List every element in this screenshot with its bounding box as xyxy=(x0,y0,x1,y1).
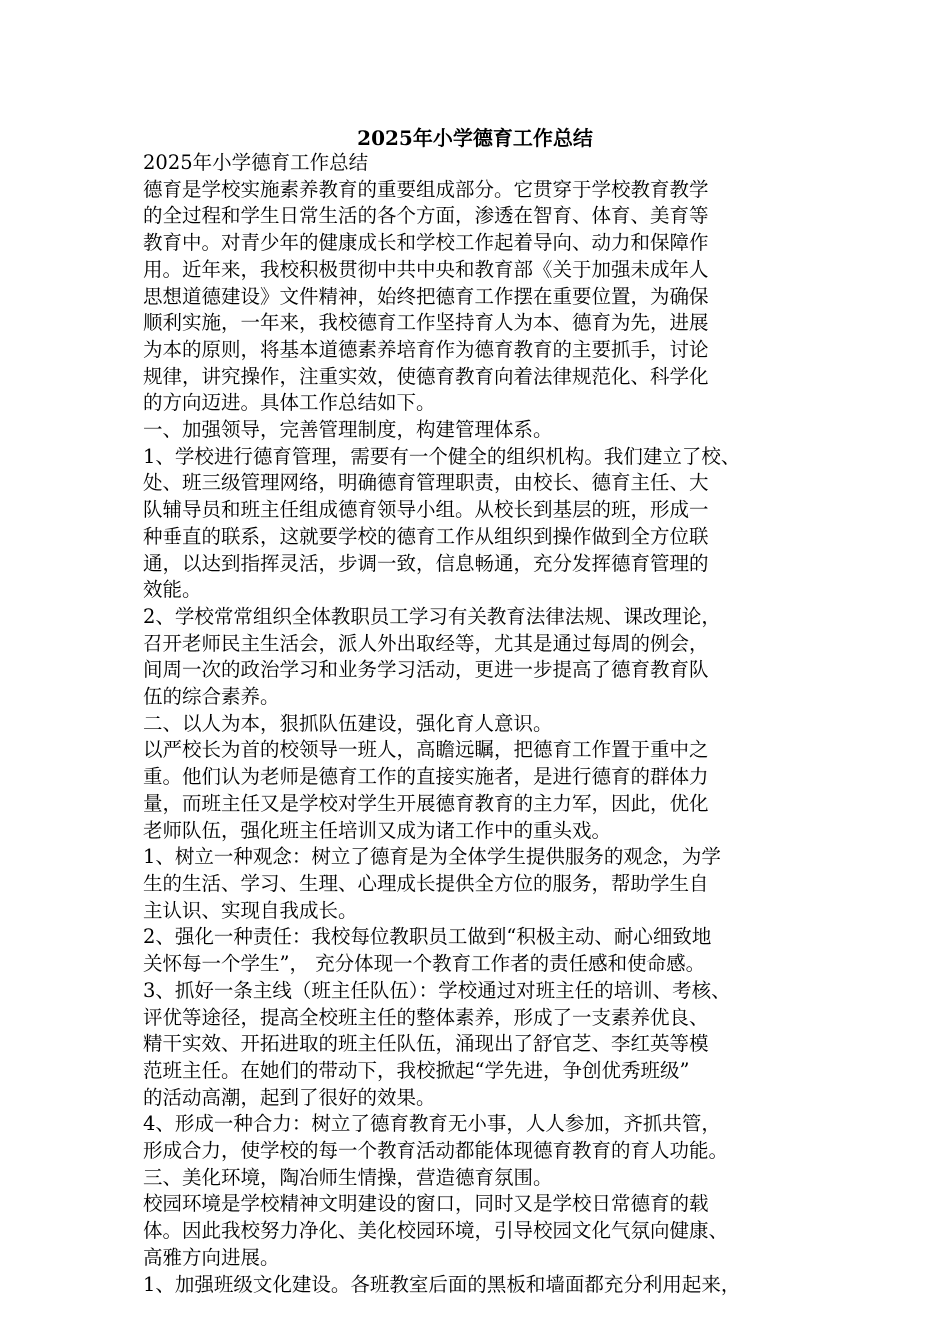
body-line: 1、学校进行德育管理，需要有一个健全的组织机构。我们建立了校、 xyxy=(143,444,741,468)
body-line: 主认识、实现自我成长。 xyxy=(143,898,358,922)
body-line: 2、学校常常组织全体教职员工学习有关教育法律法规、课改理论， xyxy=(143,604,721,628)
body-line: 2025年小学德育工作总结 xyxy=(143,151,369,174)
body-line: 重。他们认为老师是德育工作的直接实施者，是进行德育的群体力 xyxy=(143,765,709,789)
body-line: 顺利实施，一年来，我校德育工作坚持育人为本、德育为先，进展 xyxy=(143,311,709,335)
body-line: 3、抓好一条主线（班主任队伍）：学校通过对班主任的培训、考核、 xyxy=(143,978,731,1002)
body-line: 量，而班主任又是学校对学生开展德育教育的主力军，因此，优化 xyxy=(143,791,709,815)
body-line: 教育中。对青少年的健康成长和学校工作起着导向、动力和保障作 xyxy=(143,231,709,255)
body-line: 以严校长为首的校领导一班人，高瞻远瞩，把德育工作置于重中之 xyxy=(143,738,709,762)
body-line: 间周一次的政治学习和业务学习活动，更进一步提高了德育教育队 xyxy=(143,658,709,682)
body-line: 效能。 xyxy=(143,578,202,602)
body-line: 1、加强班级文化建设。各班教室后面的黑板和墙面都充分利用起来， xyxy=(143,1272,741,1296)
body-line: 为本的原则，将基本道德素养培育作为德育教育的主要抓手，讨论 xyxy=(143,337,709,361)
body-line: 校园环境是学校精神文明建设的窗口，同时又是学校日常德育的载 xyxy=(143,1192,709,1216)
body-line: 的活动高潮，起到了很好的效果。 xyxy=(143,1085,436,1109)
body-line: 种垂直的联系，这就要学校的德育工作从组织到操作做到全方位联 xyxy=(143,524,709,548)
body-line: 关怀每一个学生”， 充分体现一个教育工作者的责任感和使命感。 xyxy=(143,952,706,976)
body-line: 精干实效、开拓进取的班主任队伍，涌现出了舒官芝、李红英等模 xyxy=(143,1032,709,1056)
body-line: 高雅方向进展。 xyxy=(143,1245,280,1269)
document-body xyxy=(143,150,823,1298)
body-line: 体。因此我校努力净化、美化校园环境，引导校园文化气氛向健康、 xyxy=(143,1219,729,1243)
body-line: 生的生活、学习、生理、心理成长提供全方位的服务，帮助学生自 xyxy=(143,871,709,895)
document-title: 2025年小学德育工作总结 xyxy=(357,126,593,150)
section-heading: 三、美化环境，陶冶师生情操，营造德育氛围。 xyxy=(143,1165,553,1189)
body-line: 评优等途径，提高全校班主任的整体素养，形成了一支素养优良、 xyxy=(143,1005,709,1029)
section-heading: 一、加强领导，完善管理制度，构建管理体系。 xyxy=(143,418,553,442)
body-line: 德育是学校实施素养教育的重要组成部分。它贯穿于学校教育教学 xyxy=(143,177,709,201)
body-line: 老师队伍，强化班主任培训又成为诸工作中的重头戏。 xyxy=(143,818,612,842)
body-line: 通，以达到指挥灵活，步调一致，信息畅通，充分发挥德育管理的 xyxy=(143,551,709,575)
body-line: 形成合力，使学校的每一个教育活动都能体现德育教育的育人功能。 xyxy=(143,1139,729,1163)
body-line: 召开老师民主生活会，派人外出取经等，尤其是通过每周的例会， xyxy=(143,631,709,655)
body-line: 处、班三级管理网络，明确德育管理职责，由校长、德育主任、大 xyxy=(143,471,709,495)
body-line: 伍的综合素养。 xyxy=(143,685,280,709)
body-line: 思想道德建设》文件精神，始终把德育工作摆在重要位置，为确保 xyxy=(143,284,709,308)
body-line: 用。近年来，我校积极贯彻中共中央和教育部《关于加强未成年人 xyxy=(143,257,709,281)
body-line: 范班主任。在她们的带动下，我校掀起“学先进，争创优秀班级” xyxy=(143,1058,690,1082)
body-line: 4、形成一种合力：树立了德育教育无小事，人人参加，齐抓共管， xyxy=(143,1112,721,1136)
body-line: 队辅导员和班主任组成德育领导小组。从校长到基层的班，形成一 xyxy=(143,498,709,522)
body-line: 的全过程和学生日常生活的各个方面，渗透在智育、体育、美育等 xyxy=(143,204,709,228)
body-line: 2、强化一种责任：我校每位教职员工做到“积极主动、耐心细致地 xyxy=(143,925,712,949)
body-line: 1、树立一种观念：树立了德育是为全体学生提供服务的观念，为学 xyxy=(143,845,721,869)
body-line: 的方向迈进。具体工作总结如下。 xyxy=(143,391,436,415)
body-line: 规律，讲究操作，注重实效，使德育教育向着法律规范化、科学化 xyxy=(143,364,709,388)
section-heading: 二、以人为本，狠抓队伍建设，强化育人意识。 xyxy=(143,711,553,735)
